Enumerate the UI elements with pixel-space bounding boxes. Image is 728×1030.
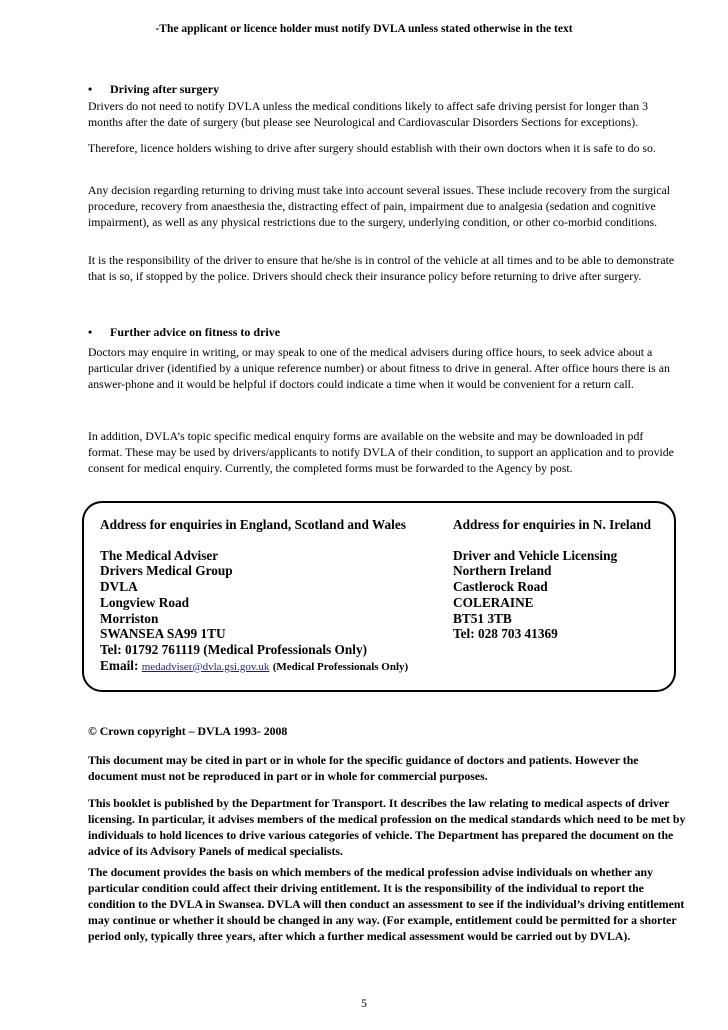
paragraph: Any decision regarding returning to driving must take into account several issues. These include recovery from the surgical procedure, recovery from anaesthesia the, distracting effect of pain, impairment due to analgesia (sedation and cognitive impairment), as well as any physical restrictions due to the surgery, underlying condition, or other co-morbid conditions. bbox=[88, 183, 671, 229]
address-line: Drivers Medical Group bbox=[100, 563, 233, 579]
email-link[interactable]: medadviser@dvla.gsi.gov.uk bbox=[141, 660, 270, 673]
bullet-icon: • bbox=[88, 82, 93, 96]
paragraph: It is the responsibility of the driver to ensure that he/she is in control of the vehicle at all times and to be able to demonstrate that is so, if stopped by the police. Drivers should check their insurance policy before returning to drive after surgery. bbox=[88, 253, 675, 283]
address-line: DVLA bbox=[100, 579, 138, 595]
section-heading-text: Further advice on fitness to drive bbox=[110, 325, 281, 339]
address-line: Driver and Vehicle Licensing bbox=[453, 547, 618, 563]
address-line: Longview Road bbox=[100, 594, 190, 610]
copyright: © Crown copyright – DVLA 1993- 2008 bbox=[88, 724, 288, 738]
address-line: BT51 3TB bbox=[453, 610, 512, 626]
section-heading-text: Driving after surgery bbox=[110, 82, 220, 96]
address-heading: Address for enquiries in England, Scotland and Wales bbox=[100, 517, 406, 532]
address-gb bbox=[100, 517, 408, 675]
address-heading: Address for enquiries in N. Ireland bbox=[453, 517, 652, 532]
address-line: SWANSEA SA99 1TU bbox=[100, 626, 226, 642]
address-ni bbox=[453, 517, 651, 642]
closing-paragraph: The document provides the basis on which members of the medical profession advise individuals on whether any particular condition could affect their driving entitlement. It is the responsibility of the individual to report the condition to the DVLA in Swansea. DVLA will then conduct an assessment to see if the individual’s driving entitlement may continue or whether it should be changed in any way. (For example, entitlement could be permitted for a shorter period only, typically three years, after which a further medical assessment would be carried out by DVLA). bbox=[88, 865, 685, 943]
address-line: Morriston bbox=[100, 610, 159, 626]
address-line: Tel: 028 703 41369 bbox=[453, 626, 558, 642]
header-note: -The applicant or licence holder must notify DVLA unless stated otherwise in the text bbox=[155, 23, 573, 35]
address-line: Northern Ireland bbox=[453, 563, 552, 579]
section-heading-advice bbox=[88, 325, 280, 340]
closing-paragraph: This document may be cited in part or in whole for the specific guidance of doctors and patients. However the document must not be reproduced in part or in whole for commercial purposes. bbox=[88, 753, 639, 783]
address-line: Tel: 01792 761119 (Medical Professionals Only) bbox=[100, 641, 368, 657]
paragraph: Therefore, licence holders wishing to drive after surgery should establish with their own doctors when it is safe to do so. bbox=[88, 141, 656, 155]
address-line: The Medical Adviser bbox=[100, 547, 219, 563]
email-label: Email: bbox=[100, 657, 139, 673]
address-line: COLERAINE bbox=[453, 594, 534, 610]
section-heading-surgery bbox=[88, 82, 219, 97]
paragraph: In addition, DVLA’s topic specific medical enquiry forms are available on the website and may be downloaded in pdf format. These may be used by drivers/applicants to notify DVLA of their condition, to support an application and to provide consent for medical enquiry. Currently, the completed forms must be forwarded to the Agency by post. bbox=[88, 429, 674, 475]
bullet-icon: • bbox=[88, 325, 93, 339]
paragraph: Drivers do not need to notify DVLA unless the medical conditions likely to affect safe driving persist for longer than 3 months after the date of surgery (but please see Neurological and Cardiovascular Disorders Sections for exceptions). bbox=[88, 99, 649, 129]
email-line bbox=[100, 658, 408, 676]
closing-paragraph: This booklet is published by the Department for Transport. It describes the law relating to medical aspects of driver licensing. In particular, it advises members of the medical profession on the medical standards which need to be met by individuals to hold licences to drive various categories of vehicle. The Department has prepared the document on the advice of its Advisory Panels of medical specialists. bbox=[88, 796, 686, 858]
address-box bbox=[82, 501, 676, 692]
email-note: (Medical Professionals Only) bbox=[272, 660, 409, 673]
page-number: 5 bbox=[361, 996, 367, 1010]
paragraph: Doctors may enquire in writing, or may speak to one of the medical advisers during office hours, to seek advice about a particular driver (identified by a unique reference number) or about fitness to drive in general. After office hours there is an answer-phone and it would be helpful if doctors could indicate a time when it would be convenient for a return call. bbox=[88, 345, 670, 391]
address-line: Castlerock Road bbox=[453, 579, 548, 595]
